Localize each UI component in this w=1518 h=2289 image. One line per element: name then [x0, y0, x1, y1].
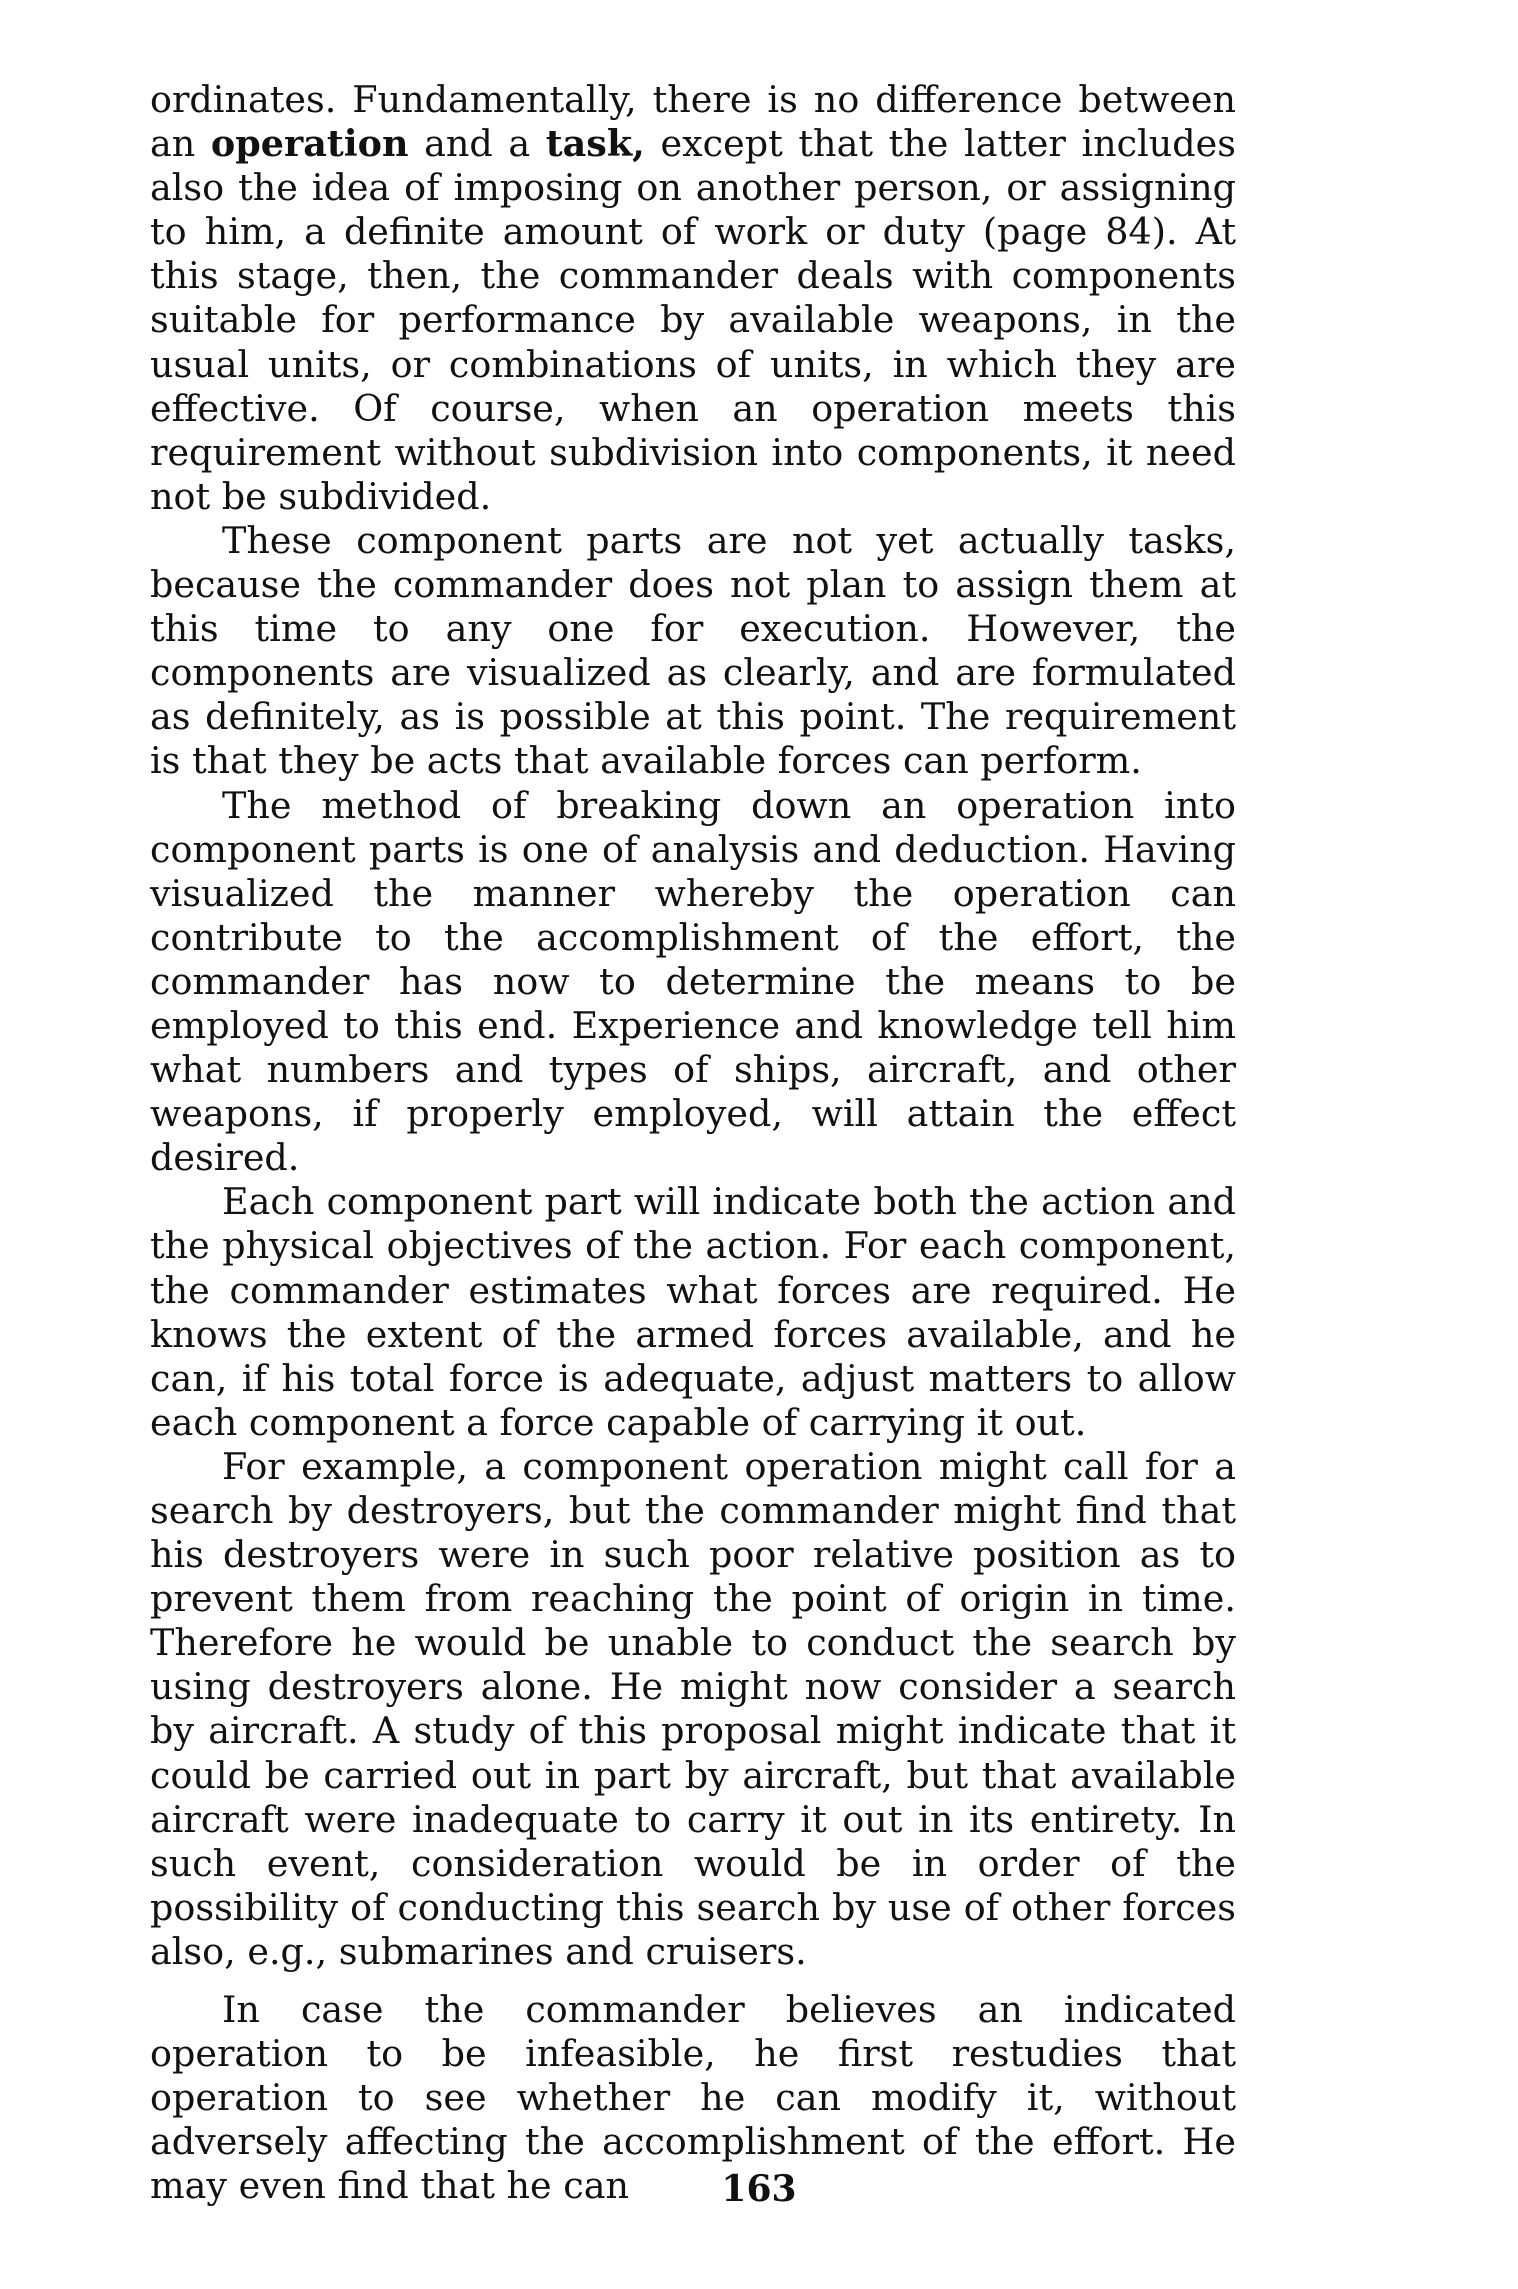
paragraph-3-text: The method of breaking down an operation into component parts is one of analysis and deduction. Having visualized the manner whereby the operation can contribute to the accomplishment of the effort, the commander has now to determine the means to be employed to this end. Experience and knowledge tell him what numbers and types of ships, aircraft, and other weapons, if properly employed, will attain the effect desired. — [150, 783, 1236, 1180]
paragraph-4 — [150, 1180, 1236, 1445]
term-operation: operation — [210, 122, 409, 166]
paragraph-3 — [150, 784, 1236, 1181]
page-number: 163 — [721, 2168, 797, 2210]
paragraph-1-text-c: except that the latter includes also the idea of imposing on another person, or assigning to him, a definite amount of work or duty (page 84). At this stage, then, the commander deals with components suitable for performance by available weapons, in the usual units, or combinations of units, in which they are effective. Of course, when an operation meets this requirement without subdivision into components, it need not be subdivided. — [150, 122, 1236, 518]
paragraph-1 — [150, 78, 1236, 519]
paragraph-6-text: In case the commander believes an indicated operation to be infeasible, he first restudies that operation to see whether he can modify it, without adversely affecting the accomplishment of the effort. He may even find that he can — [150, 1988, 1236, 2208]
paragraph-5-text: For example, a component operation might call for a search by destroyers, but the commander might find that his destroyers were in such poor relative position as to prevent them from reaching the point of origin in time. Therefore he would be unable to conduct the search by using destroyers alone. He might now consider a search by aircraft. A study of this proposal might indicate that it could be carried out in part by aircraft, but that available aircraft were inadequate to carry it out in its entirety. In such event, consideration would be in order of the possibility of conducting this search by use of other forces also, e.g., submarines and cruisers. — [150, 1444, 1236, 1973]
paragraph-4-text: Each component part will indicate both the action and the physical objectives of the action. For each component, the commander estimates what forces are required. He knows the extent of the armed forces available, and he can, if his total force is adequate, adjust matters to allow each component a force capable of carrying it out. — [150, 1180, 1236, 1444]
term-task: task, — [545, 122, 645, 166]
page-body — [150, 78, 1236, 2209]
paragraph-2-text: These component parts are not yet actually tasks, because the commander does not plan to assign them at this time to any one for execution. However, the components are visualized as clearly, and are formulated as definitely, as is possible at this point. The requirement is that they be acts that available forces can perform. — [150, 518, 1236, 783]
paragraph-5 — [150, 1445, 1236, 1974]
paragraph-1-text-a: ordinates. Fundamentally, there is no difference between an — [150, 78, 1236, 166]
paragraph-1-text-b: and a — [408, 122, 546, 166]
paragraph-2 — [150, 519, 1236, 784]
